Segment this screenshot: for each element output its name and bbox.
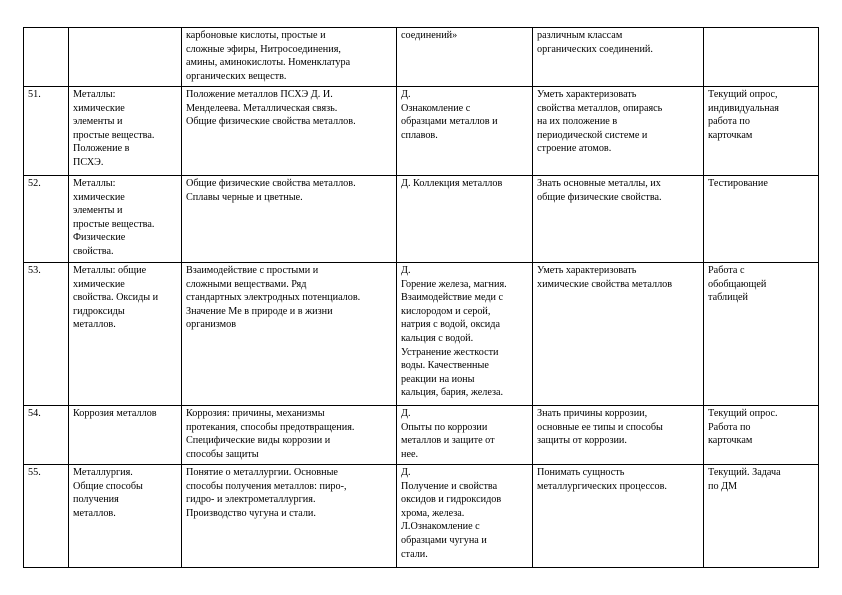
lesson-number-cell: 51. <box>24 87 69 176</box>
table-row <box>24 465 819 568</box>
lesson-content-cell: Положение металлов ПСХЭ Д. И. Менделеева. Металлическая связь. Общие физические свойства металлов. <box>182 87 397 176</box>
lesson-content-cell: Взаимодействие с простыми и сложными веществами. Ряд стандартных электродных потенциалов. Значение Ме в природе и в жизни организмов <box>182 263 397 406</box>
skills-cell: Уметь характеризовать свойства металлов, опираясь на их положение в периодической системе и строение атомов. <box>533 87 704 176</box>
lesson-topic-cell: Металлы: химические элементы и простые вещества. Положение в ПСХЭ. <box>69 87 182 176</box>
lesson-number-cell: 52. <box>24 176 69 263</box>
table-row <box>24 28 819 87</box>
lesson-plan-table <box>23 27 819 568</box>
lesson-content-cell: Коррозия: причины, механизмы протекания, способы предотвращения. Специфические виды коррозии и способы защиты <box>182 406 397 465</box>
skills-cell: различным классам органических соединений. <box>533 28 704 87</box>
lesson-number-cell: 53. <box>24 263 69 406</box>
lesson-topic-cell: Коррозия металлов <box>69 406 182 465</box>
lesson-content-cell: карбоновые кислоты, простые и сложные эфиры, Нитросоединения, амины, аминокислоты. Номенклатура органических веществ. <box>182 28 397 87</box>
control-form-cell: Текущий опрос, индивидуальная работа по карточкам <box>704 87 819 176</box>
demonstration-cell: Д. Опыты по коррозии металлов и защите от нее. <box>397 406 533 465</box>
demonstration-cell: Д. Ознакомление с образцами металлов и сплавов. <box>397 87 533 176</box>
control-form-cell: Работа с обобщающей таблицей <box>704 263 819 406</box>
demonstration-cell: соединений» <box>397 28 533 87</box>
table-row <box>24 176 819 263</box>
lesson-topic-cell: Металлургия. Общие способы получения металлов. <box>69 465 182 568</box>
table-row <box>24 263 819 406</box>
control-form-cell: Текущий опрос. Работа по карточкам <box>704 406 819 465</box>
skills-cell: Уметь характеризовать химические свойства металлов <box>533 263 704 406</box>
skills-cell: Знать основные металлы, их общие физические свойства. <box>533 176 704 263</box>
lesson-topic-cell: Металлы: общие химические свойства. Оксиды и гидроксиды металлов. <box>69 263 182 406</box>
table-row <box>24 406 819 465</box>
lesson-topic-cell <box>69 28 182 87</box>
demonstration-cell: Д. Горение железа, магния. Взаимодействие меди с кислородом и серой, натрия с водой, оксида кальция с водой. Устранение жесткости воды. Качественные реакции на ионы кальция, бария, железа. <box>397 263 533 406</box>
lesson-content-cell: Понятие о металлургии. Основные способы получения металлов: пиро-, гидро- и электрометаллургия. Производство чугуна и стали. <box>182 465 397 568</box>
lesson-number-cell: 54. <box>24 406 69 465</box>
table-row <box>24 87 819 176</box>
demonstration-cell: Д. Получение и свойства оксидов и гидроксидов хрома, железа. Л.Ознакомление с образцами чугуна и стали. <box>397 465 533 568</box>
lesson-number-cell <box>24 28 69 87</box>
control-form-cell: Текущий. Задача по ДМ <box>704 465 819 568</box>
skills-cell: Понимать сущность металлургических процессов. <box>533 465 704 568</box>
demonstration-cell: Д. Коллекция металлов <box>397 176 533 263</box>
control-form-cell <box>704 28 819 87</box>
control-form-cell: Тестирование <box>704 176 819 263</box>
lesson-content-cell: Общие физические свойства металлов. Сплавы черные и цветные. <box>182 176 397 263</box>
lesson-number-cell: 55. <box>24 465 69 568</box>
lesson-topic-cell: Металлы: химические элементы и простые вещества. Физические свойства. <box>69 176 182 263</box>
skills-cell: Знать причины коррозии, основные ее типы и способы защиты от коррозии. <box>533 406 704 465</box>
